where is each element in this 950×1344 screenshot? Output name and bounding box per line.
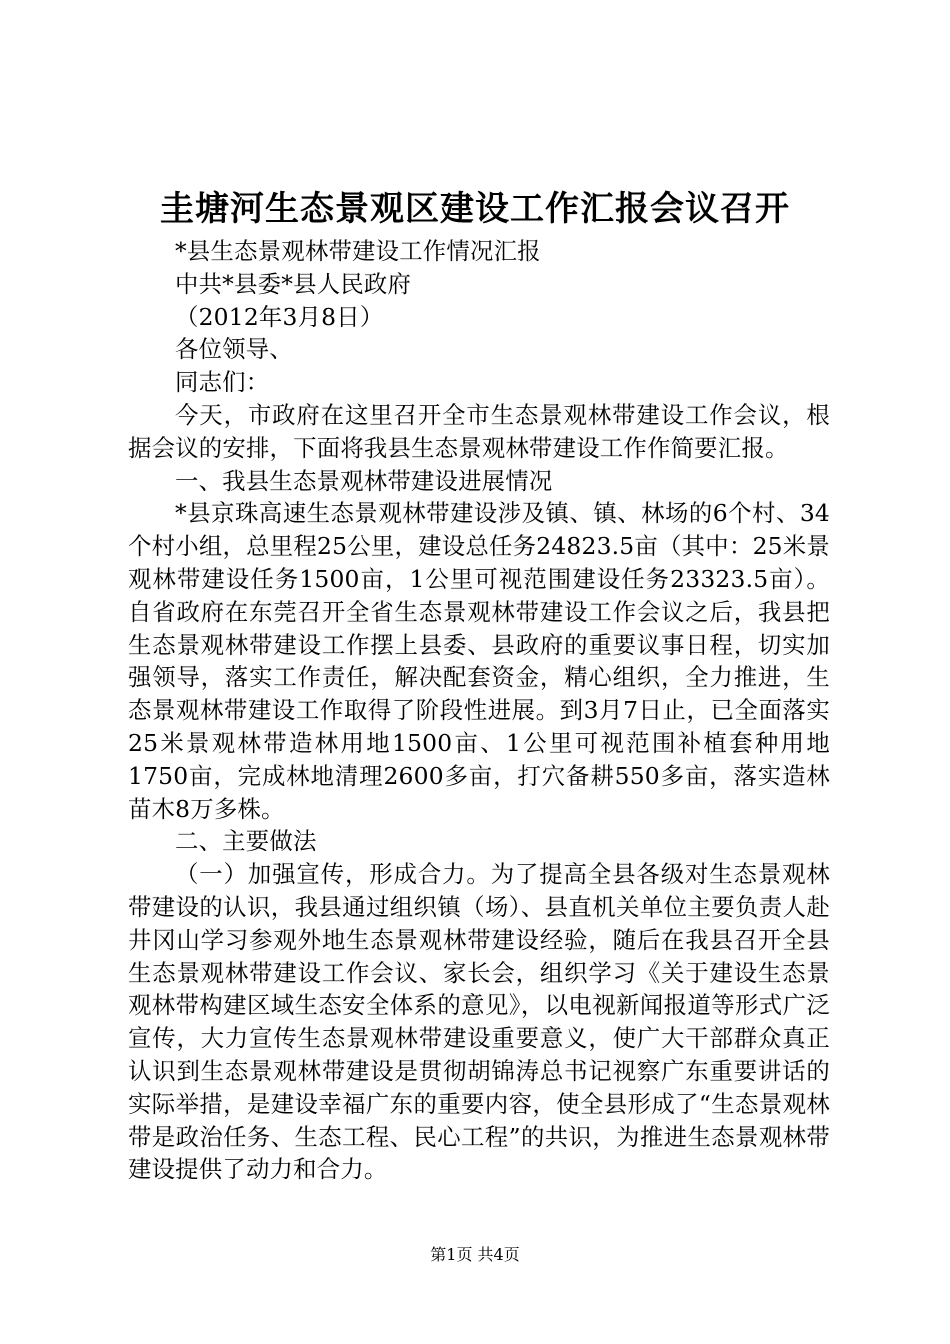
report-date: （2012年3月8日） xyxy=(175,302,384,331)
page-footer: 第1页 共4页 xyxy=(430,1245,520,1264)
methods-paragraph-publicity: （一）加强宣传，形成合力。为了提高全县各级对生态景观林带建设的认识，我县通过组织镇（场）、县直机关单位主要负责人赴井冈山学习参观外地生态景观林带建设经验，随后在我县召开全县生态景观林带建设工作会议、家长会，组织学习《关于建设生态景观林带构建区域生态安全体系的意见》，以电视新闻报道等形式广泛宣传，大力宣传生态景观林带建设重要意义，使广大干部群众真正认识到生态景观林带建设是贯彻胡锦涛总书记视察广东重要讲话的实际举措，是建设幸福广东的重要内容，使全县形成了“生态景观林带是政治任务、生态工程、民心工程”的共识，为推进生态景观林带建设提供了动力和合力。 xyxy=(128,860,830,1184)
document-title: 圭塘河生态景观区建设工作汇报会议召开 xyxy=(160,189,790,229)
progress-paragraph: *县京珠高速生态景观林带建设涉及镇、镇、林场的6个村、34个村小组，总里程25公里，建设总任务24823.5亩（其中：25米景观林带建设任务1500亩，1公里可视范围建设任务23323.5亩）。自省政府在东莞召开全省生态景观林带建设工作会议之后，我县把生态景观林带建设工作摆上县委、县政府的重要议事日程，切实加强领导，落实工作责任，解决配套资金，精心组织，全力推进，生态景观林带建设工作取得了阶段性进展。到3月7日止，已全面落实25米景观林带造林用地1500亩、1公里可视范围补植套种用地1750亩，完成林地清理2600多亩，打穴备耕550多亩，落实造林苗木8万多株。 xyxy=(128,499,830,823)
report-issuer: 中共*县委*县人民政府 xyxy=(175,269,412,298)
report-heading: *县生态景观林带建设工作情况汇报 xyxy=(175,237,541,265)
document-body xyxy=(128,235,830,1186)
section-heading-progress: 一、我县生态景观林带建设进展情况 xyxy=(175,466,553,495)
intro-paragraph: 今天，市政府在这里召开全市生态景观林带建设工作会议，根据会议的安排，下面将我县生态景观林带建设工作作简要汇报。 xyxy=(128,400,830,462)
salutation-leaders: 各位领导、 xyxy=(175,335,293,364)
section-heading-methods: 二、主要做法 xyxy=(175,827,317,856)
salutation-comrades: 同志们： xyxy=(175,368,270,397)
